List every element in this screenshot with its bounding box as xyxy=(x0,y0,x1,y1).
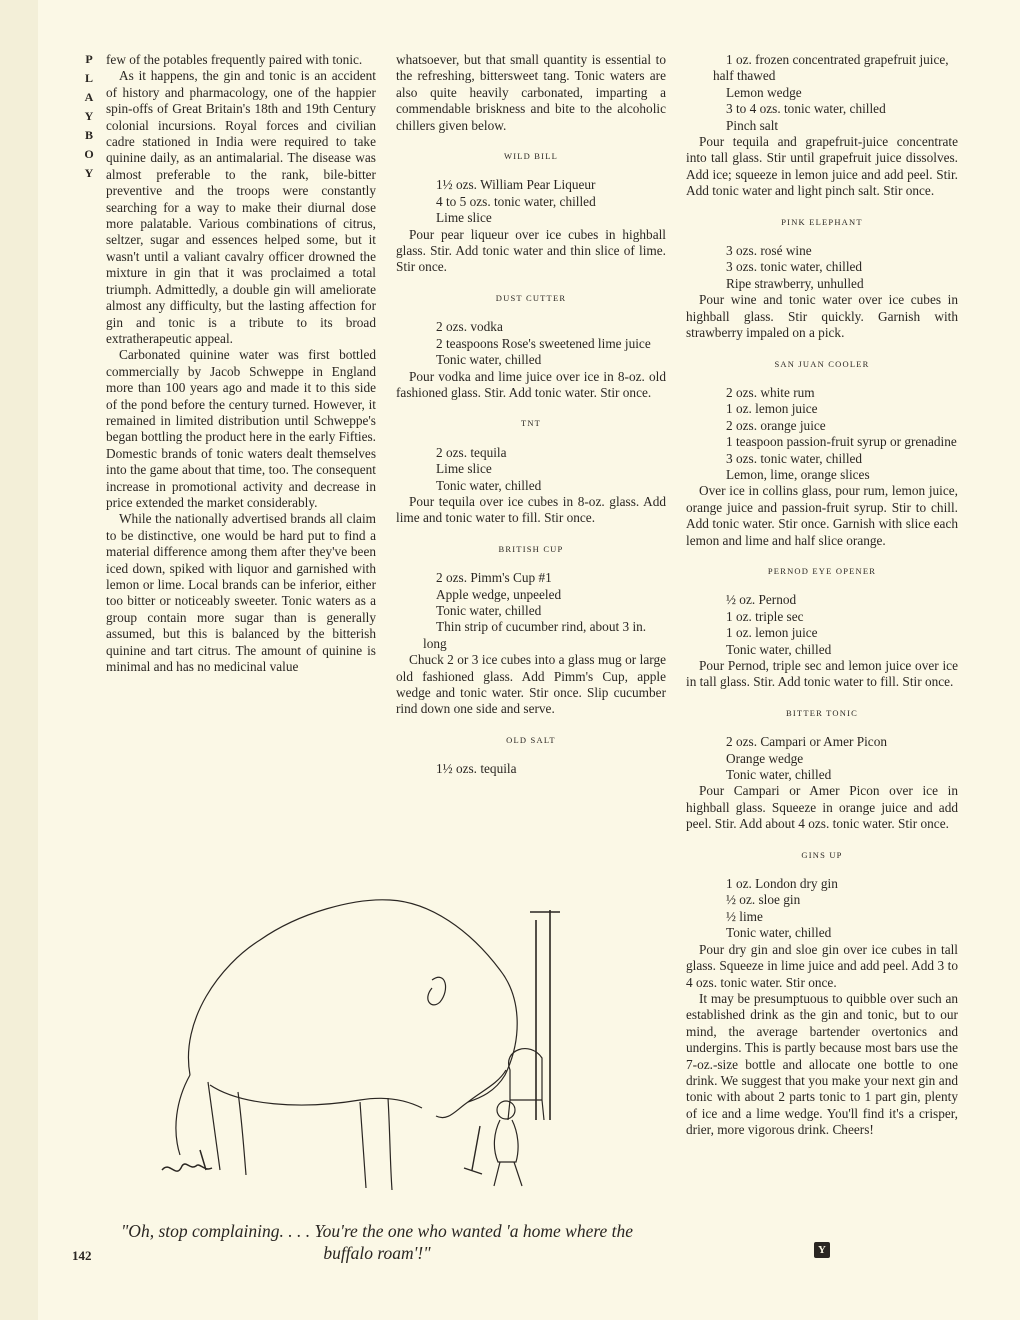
recipe-title: PERNOD EYE OPENER xyxy=(767,565,877,576)
armchair xyxy=(508,1049,544,1120)
column-2-recipes xyxy=(396,148,666,778)
recipe xyxy=(396,290,666,401)
column-1-paragraph: As it happens, the gin and tonic is an accident of history and pharmacology, one of the happier spin-offs of Great Britain's 18th and 19th Century colonial incursions. Royal forces and civilian cadre stationed in India were required to take quinine daily, as an antimalarial. The disease was almost preferable to the rank, bile-bitter preventive and the troops were constantly searching for a way to make their diurnal dose more palatable. Various combinations of citrus, seltzer, sugar and essences helped some, but it wasn't until a valiant cavalry officer drowned the mixture in gin that it was proclaimed a total triumph. Admittedly, a double gin will ameliorate almost any difficulty, but the lasting affection for gin and tonic is a tribute to its broad extratherapeutic appeal. xyxy=(106,68,376,346)
recipe-directions: Pour dry gin and sloe gin over ice cubes in tall glass. Squeeze in lime juice and add peel. Add 3 to 4 ozs. tonic water. Stir once. xyxy=(686,941,958,990)
recipe-ingredient: Tonic water, chilled xyxy=(436,352,542,368)
recipe-ingredient: 2 teaspoons Rose's sweetened lime juice xyxy=(436,335,651,351)
man-broom xyxy=(464,1126,482,1174)
masthead-letter: B xyxy=(84,128,93,142)
masthead xyxy=(78,50,100,183)
recipe xyxy=(686,705,958,833)
recipe-ingredient: 1 teaspoon passion-fruit syrup or grenadine xyxy=(726,434,957,450)
recipe-ingredient: 1 oz. London dry gin xyxy=(726,876,838,892)
artist-signature xyxy=(162,1150,212,1171)
recipe-title: BRITISH CUP xyxy=(498,543,564,554)
masthead-letter: P xyxy=(85,52,93,66)
buffalo-tail xyxy=(176,1075,190,1155)
column-1-paragraph: Carbonated quinine water was first bottled commercially by Jacob Schweppe in England more than 100 years ago and made it to this side of the pond before the century turned. However, it remained in limited distribution until Schweppe's began bottling the product here in the early Fifties. Domestic brands of tonic waters dealt themselves into the game about that time, too. The consequent increase in promotional activity and decrease in price extended the market considerably. xyxy=(106,347,376,510)
recipe-ingredient: 3 ozs. tonic water, chilled xyxy=(726,259,863,275)
recipe-title: DUST CUTTER xyxy=(495,292,567,303)
recipe xyxy=(686,214,958,342)
recipe-ingredient: 1 oz. lemon juice xyxy=(726,625,818,641)
recipe-directions: Pour tequila over ice cubes in 8-oz. glass. Add lime and tonic water to fill. Stir once. xyxy=(396,493,666,526)
buffalo-body xyxy=(188,900,517,1118)
column-1-paragraph: While the nationally advertised brands all claim to be distinctive, one would be hard put to find a material difference among them after they've been iced down, spiked with liquor and garnished with lemon or lime. Local brands can be inferior, either too bitter or noticeably sweeter. Tonic waters as a group contain more sugar than is generally assumed, but this is balanced by the bitterish quinine and tart citrus. The amount of quinine is minimal and has no medicinal value xyxy=(106,511,376,675)
recipe-ingredient: ½ oz. sloe gin xyxy=(726,892,801,908)
recipe-directions: Pour Campari or Amer Picon over ice in highball glass. Squeeze in orange juice and add peel. Stir. Add about 4 ozs. tonic water. Stir once. xyxy=(686,783,958,832)
recipe-title: GINS UP xyxy=(801,849,843,860)
recipe-ingredient: ½ oz. Pernod xyxy=(726,592,797,608)
recipe-ingredient: 4 to 5 ozs. tonic water, chilled xyxy=(436,193,596,209)
recipe xyxy=(686,847,958,991)
recipe-ingredient: 1 oz. frozen concentrated grapefruit juice, half thawed xyxy=(713,52,949,84)
buffalo-leg-front xyxy=(360,1098,392,1190)
recipe-ingredient: 2 ozs. Campari or Amer Picon xyxy=(726,734,888,750)
doorway xyxy=(530,910,560,1120)
masthead-letter: Y xyxy=(84,109,94,123)
recipe-ingredient: Tonic water, chilled xyxy=(436,602,542,618)
recipe-title: PINK ELEPHANT xyxy=(781,216,863,227)
recipe-ingredient: Apple wedge, unpeeled xyxy=(436,586,562,602)
recipe-title: TNT xyxy=(520,418,542,429)
column-3-outro: It may be presumptuous to quibble over such an established drink as the gin and tonic, but to our mind, the average bartender overtonics and undergins. This is partly because most bars use the 7-oz.-size bottle and allocate one bottle to one drink. We suggest that you make your next gin and tonic with about 2 parts tonic to 1 part gin, plenty of ice and a lime wedge. You'll find it's a crisper, drier, more vigorous drink. Cheers! xyxy=(686,990,958,1138)
recipe-ingredient: Lime slice xyxy=(436,461,492,477)
recipe-ingredient: 3 to 4 ozs. tonic water, chilled xyxy=(726,101,886,117)
man-legs xyxy=(494,1162,522,1186)
recipe-directions: Pour Pernod, triple sec and lemon juice over ice in tall glass. Stir. Add tonic water to fill. Stir once. xyxy=(686,658,958,690)
recipe-ingredient: Tonic water, chilled xyxy=(726,641,832,657)
recipe-ingredient: 2 ozs. white rum xyxy=(726,384,815,400)
recipe-ingredient: 3 ozs. rosé wine xyxy=(726,243,812,259)
masthead-letter: Y xyxy=(84,166,94,180)
recipe-directions: Pour wine and tonic water over ice cubes in highball glass. Stir quickly. Garnish with strawberry impaled on a pick. xyxy=(686,292,958,341)
recipe xyxy=(396,732,666,778)
recipe-ingredient: Pinch salt xyxy=(726,117,779,133)
masthead-letter: O xyxy=(84,147,94,161)
column-1 xyxy=(106,52,376,675)
recipe-ingredient: 1½ ozs. William Pear Liqueur xyxy=(436,177,596,193)
recipe-ingredient: Tonic water, chilled xyxy=(726,925,832,941)
buffalo-head xyxy=(468,1070,506,1102)
recipe xyxy=(686,563,958,691)
buffalo-leg-back xyxy=(208,1082,246,1175)
recipe xyxy=(686,356,958,549)
buffalo-horn xyxy=(428,977,446,1005)
recipe-ingredient: Tonic water, chilled xyxy=(726,767,832,783)
recipe-title: WILD BILL xyxy=(504,151,558,162)
recipe-ingredient: 2 ozs. tequila xyxy=(436,444,507,460)
man-head xyxy=(497,1101,515,1119)
column-2-intro: whatsoever, but that small quantity is essential to the refreshing, bittersweet tang. Tonic waters are also quite heavily carbonated, imparting a commendable briskness and bite to the alcoholic chillers given below. xyxy=(396,52,666,133)
recipe-ingredient: 1 oz. triple sec xyxy=(726,608,804,624)
column-3 xyxy=(686,52,958,1139)
buffalo-cartoon xyxy=(150,870,590,1210)
recipe-ingredient: 3 ozs. tonic water, chilled xyxy=(726,450,863,466)
column-2 xyxy=(396,52,666,778)
recipe xyxy=(396,541,666,718)
recipe xyxy=(396,148,666,276)
recipe-ingredient: Tonic water, chilled xyxy=(436,477,542,493)
page-edge xyxy=(0,0,38,1320)
recipe-ingredient: 2 ozs. Pimm's Cup #1 xyxy=(436,570,552,586)
recipe-directions: Chuck 2 or 3 ice cubes into a glass mug or large old fashioned glass. Add Pimm's Cup, apple wedge and tonic water. Stir once. Slip cucumber rind down one side and serve. xyxy=(396,652,666,717)
recipe-title: SAN JUAN COOLER xyxy=(774,358,870,369)
recipe-directions: Pour pear liqueur over ice cubes in highball glass. Stir. Add tonic water and thin slice of lime. Stir once. xyxy=(396,226,666,275)
masthead-letter: A xyxy=(84,90,94,104)
recipe-title: BITTER TONIC xyxy=(786,707,858,718)
recipe xyxy=(396,415,666,526)
cartoon-caption: "Oh, stop complaining. . . . You're the one who wanted 'a home where the buffalo roam'!" xyxy=(120,1221,634,1263)
recipe-ingredient: Lemon, lime, orange slices xyxy=(726,466,870,482)
recipe-ingredient: 1½ ozs. tequila xyxy=(436,761,517,777)
recipe-title: OLD SALT xyxy=(506,734,556,745)
column-3-recipes xyxy=(686,52,958,991)
recipe-ingredient: ½ lime xyxy=(726,908,763,924)
recipe-ingredient: Lemon wedge xyxy=(726,84,802,100)
masthead-letter: L xyxy=(84,71,93,85)
recipe-ingredient: 1 oz. lemon juice xyxy=(726,401,818,417)
man-body xyxy=(494,1120,518,1162)
page-number: 142 xyxy=(72,1248,92,1263)
end-mark-icon: Y xyxy=(814,1242,830,1258)
recipe-ingredient: Orange wedge xyxy=(726,750,804,766)
recipe-directions: Pour vodka and lime juice over ice in 8-oz. old fashioned glass. Stir. Add tonic water. Stir once. xyxy=(396,368,666,400)
recipe-ingredient: Thin strip of cucumber rind, about 3 in. long xyxy=(423,619,647,651)
recipe-ingredient: Lime slice xyxy=(436,210,492,226)
recipe xyxy=(686,52,958,200)
recipe-directions: Over ice in collins glass, pour rum, lemon juice, orange juice and passion-fruit syrup. Stir to chill. Add tonic water. Stir once. Garnish with slice each lemon and lime and half slice orange. xyxy=(686,483,958,548)
recipe-ingredient: 2 ozs. vodka xyxy=(436,319,503,335)
buffalo-belly xyxy=(210,1085,422,1108)
recipe-ingredient: 2 ozs. orange juice xyxy=(726,417,826,433)
recipe-ingredient: Ripe strawberry, unhulled xyxy=(726,275,864,291)
column-1-paragraph: few of the potables frequently paired with tonic. xyxy=(106,52,363,67)
recipe-directions: Pour tequila and grapefruit-juice concentrate into tall glass. Stir until grapefruit juice dissolves. Add ice; squeeze in lemon juice and add peel. Stir. Add tonic water and light pinch salt. Stir once. xyxy=(686,134,958,199)
